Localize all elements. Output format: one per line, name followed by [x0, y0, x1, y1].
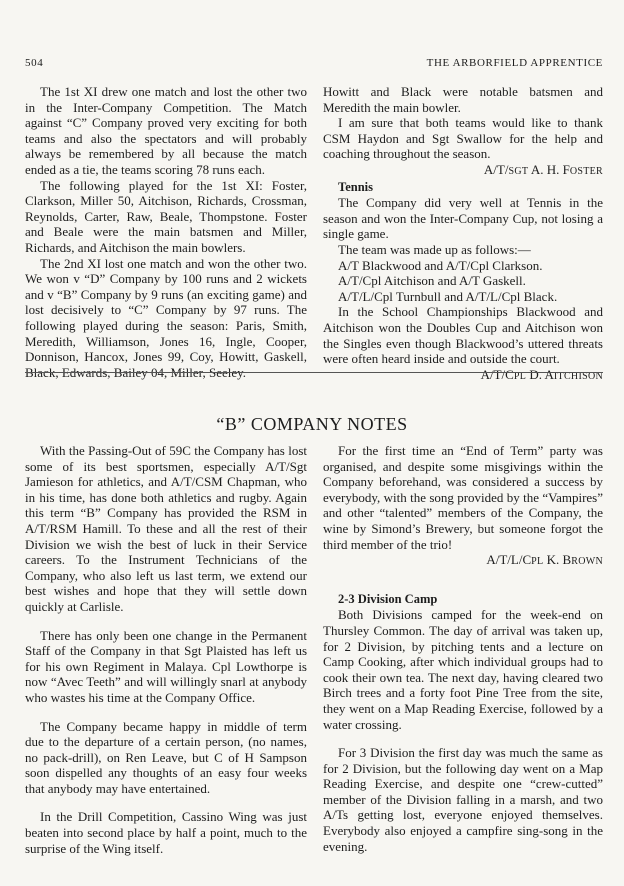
notes-paragraph: There has only been one change in the Permanent Staff of the Company in that Sgt Plaisted has left us for his own Regiment in Malaya. Cpl Lowthorpe is now “Avec Teeth” and will willingly snarl at anybody who wastes his time at the Company Office. — [25, 627, 307, 705]
cricket-report-column — [25, 84, 307, 380]
cricket-continuation: Howitt and Black were notable batsmen and Meredith the main bowler. — [323, 84, 603, 115]
tennis-signature: A/T/CPL D. AITCHISON — [480, 366, 603, 382]
b-company-notes-right — [323, 443, 603, 854]
camp-paragraph: Both Divisions camped for the week-end on Thursley Common. The day of arrival was taken up, for 2 Division, by pitching tents and a lecture on Camp Cooking, after which individual groups had to cook their own tea. The next day, having cleared two Birch trees and a forty foot Pine Tree from the site, they went on a Map Reading Exercise, followed by a water crossing. — [323, 607, 603, 732]
camp-paragraph: For 3 Division the first day was much the same as for 2 Division, but the following day went on a Map Reading Exercise, and despite one “crew-cutted” member of the Division falling in a marsh, and two A/Ts getting lost, everyone enjoyed themselves. Everybody also enjoyed a campfire sing-song in the evening. — [323, 745, 603, 854]
cricket-paragraph: The 1st XI drew one match and lost the other two in the Inter-Company Competition. The Match against “C” Company proved very exciting for both teams and also the spectators and will probably always be remembered by all because the match ended as a tie, the teams scoring 78 runs each. — [25, 84, 307, 177]
tennis-heading: Tennis — [338, 179, 373, 194]
notes-paragraph: In the Drill Competition, Cassino Wing was just beaten into second place by half a point, much to the surprise of the Wing itself. — [25, 809, 307, 856]
page-header — [25, 57, 603, 73]
running-title: THE ARBORFIELD APPRENTICE — [426, 57, 603, 69]
cricket-thanks: I am sure that both teams would like to thank CSM Haydon and Sgt Swallow for the help and coaching throughout the season. — [323, 115, 603, 162]
notes-paragraph: The Company became happy in middle of term due to the departure of a certain person, (no names, no pack-drill), on Ren Leave, but C of H Sampson soon dispelled any thoughts of an easy four weeks that anybody may have entertained. — [25, 718, 307, 796]
cricket-paragraph: The following played for the 1st XI: Foster, Clarkson, Miller 50, Aitchison, Richards, Crossman, Reynolds, Carter, Raw, Beale, Thompstone. Foster and Beale were the main batsmen and Miller, Richards, and Aitchison the main bowlers. — [25, 177, 307, 255]
tennis-paragraph: The team was made up as follows:— — [338, 241, 531, 257]
party-signature: A/T/L/CPL K. BROWN — [486, 552, 603, 568]
camp-heading: 2-3 Division Camp — [338, 591, 438, 606]
tennis-team-pair: A/T Blackwood and A/T/Cpl Clarkson. — [338, 257, 543, 273]
cricket-signature: A/T/SGT A. H. FOSTER — [483, 161, 603, 177]
tennis-paragraph: In the School Championships Blackwood and Aitchison won the Doubles Cup and Aitchison won the Singles even though Blackwood’s uttered threats were often heard inside and outside the court. — [323, 304, 603, 367]
notes-paragraph: With the Passing-Out of 59C the Company has lost some of its best sportsmen, especially A/T/Sgt Jamieson for athletics, and A/T/CSM Chapman, who in his time, has done both athletics and rugby. Again this term “B” Company has provided the RSM in A/T/RSM Hamill. To these and all the rest of their Division we wish the best of luck in their Service careers. To the Instrument Technicians of the Company, who also left us last term, we extend our best wishes and hope that they will settle down quickly at Carlisle. — [25, 443, 307, 614]
cricket-paragraph: The 2nd XI lost one match and won the other two. We won v “D” Company by 100 runs and 2 wickets and v “B” Company by 9 runs (an exciting game) and lost decisively to “C” Company by 97 runs. The following played during the season: Paris, Smith, Meredith, Williamson, Jones 16, Ingle, Cooper, Donnison, Hancox, Jones 99, Coy, Howitt, Gaskell, Black, Edwards, Bailey 04, Miller, Seeley. — [25, 255, 307, 380]
tennis-column — [323, 84, 603, 384]
page-number: 504 — [25, 57, 44, 69]
b-company-notes-left — [25, 443, 307, 856]
tennis-team-pair: A/T/L/Cpl Turnbull and A/T/L/Cpl Black. — [338, 288, 558, 304]
tennis-paragraph: The Company did very well at Tennis in the season and won the Inter-Company Cup, not losing a single game. — [323, 195, 603, 242]
section-divider — [25, 372, 603, 373]
tennis-team-pair: A/T/Cpl Aitchison and A/T Gaskell. — [338, 273, 526, 289]
section-title: “B” COMPANY NOTES — [216, 414, 408, 434]
party-paragraph: For the first time an “End of Term” party was organised, and despite some misgivings within the Company beforehand, was considered a success by everybody, with the song provided by the “Vampires” and other “talented” members of the Company, the wine by Simond’s Brewery, but someone forgot the third member of the trio! — [323, 443, 603, 552]
